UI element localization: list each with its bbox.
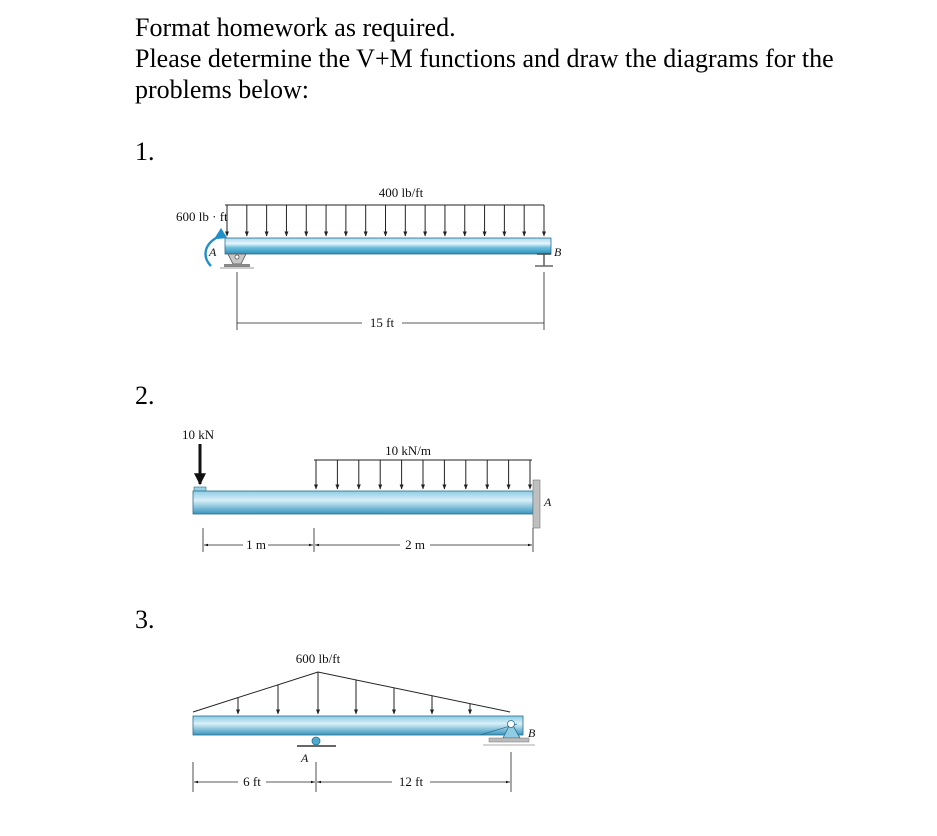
support-b-label: B (528, 726, 536, 740)
problem-3-figure (193, 651, 536, 792)
point-load-label: 10 kN (182, 427, 215, 442)
instruction-line-2: Please determine the V+M functions and draw the diagrams for the (135, 44, 834, 73)
dimension-2-label: 2 m (405, 537, 425, 552)
problem-3-number: 3. (135, 605, 155, 634)
support-a-label: A (544, 495, 552, 509)
moment-label: 600 lb · ft (176, 209, 228, 224)
roller-support-a (297, 737, 336, 746)
distributed-load-label: 600 lb/ft (295, 651, 341, 666)
dimension-1-label: 1 m (246, 537, 266, 552)
beam (193, 491, 533, 514)
beam (225, 238, 551, 254)
roller-support-b (535, 254, 553, 266)
problem-1-figure (176, 185, 562, 330)
problem-2-number: 2. (135, 381, 155, 410)
distributed-load-arrows (227, 205, 544, 236)
support-b-label: B (554, 245, 562, 259)
distributed-load-label: 10 kN/m (385, 443, 431, 458)
pin-support-a (220, 254, 254, 268)
problem-2-figure (182, 427, 552, 552)
dimension-2-label: 12 ft (398, 774, 424, 789)
beam (193, 716, 523, 735)
fixed-support-a (533, 480, 540, 528)
span-label: 15 ft (369, 315, 395, 330)
distributed-load-label: 400 lb/ft (378, 185, 424, 200)
distributed-load-arrows (316, 460, 530, 489)
support-a-label: A (301, 751, 309, 765)
instruction-line-3: problems below: (135, 75, 310, 104)
support-a-label: A (209, 245, 217, 259)
problem-1-number: 1. (135, 137, 155, 166)
triangular-load-outline (193, 672, 510, 712)
instruction-line-1: Format homework as required. (135, 13, 456, 42)
distributed-load-arrows (238, 672, 470, 714)
dimension-1-label: 6 ft (243, 774, 261, 789)
